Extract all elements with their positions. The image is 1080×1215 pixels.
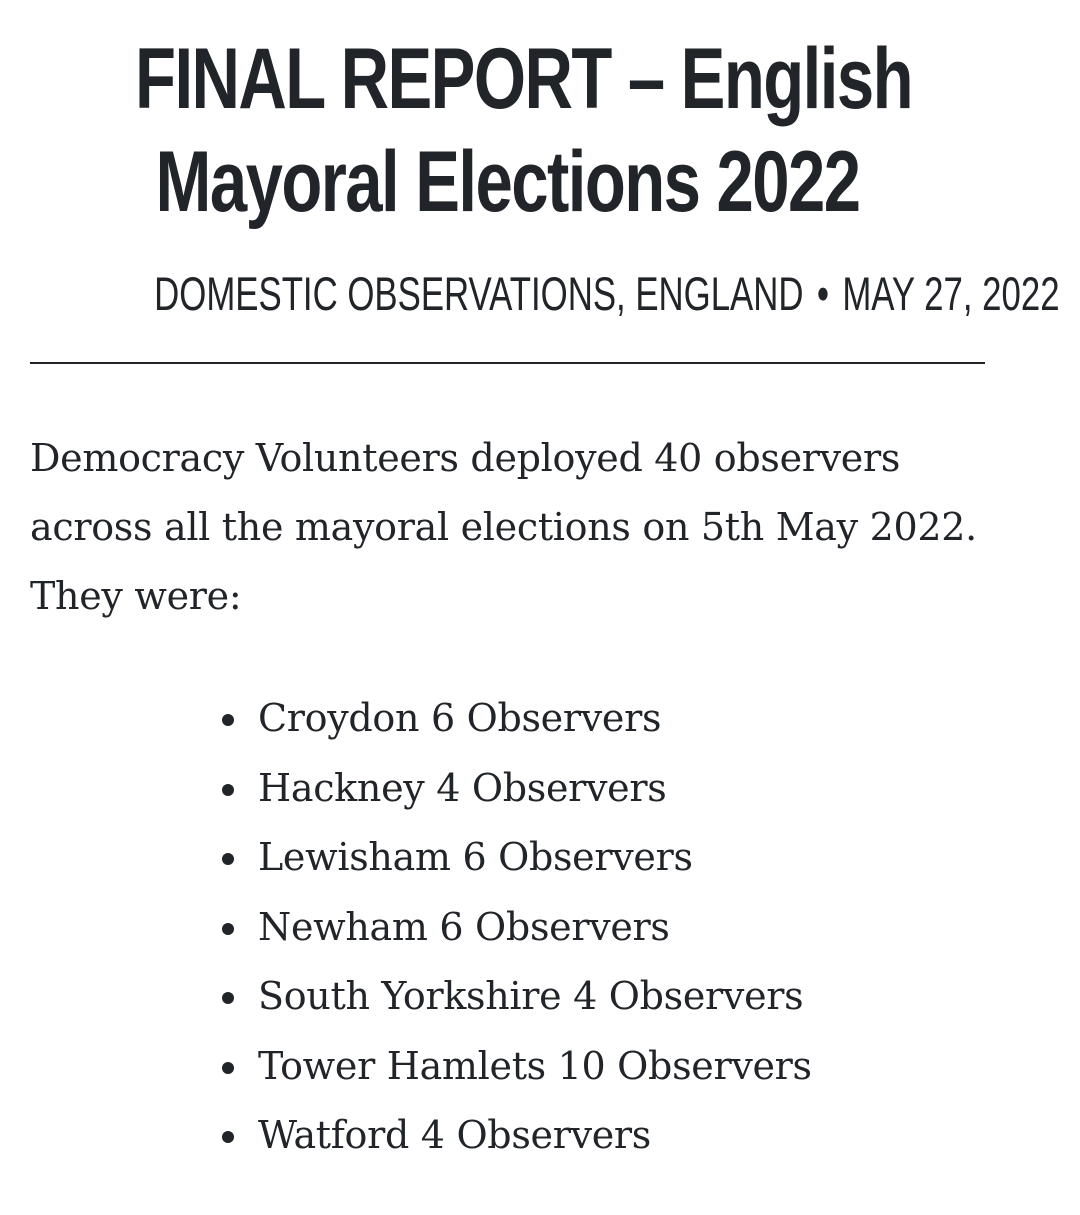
list-item	[218, 1032, 812, 1102]
list-item	[218, 893, 812, 963]
list-item	[218, 684, 812, 754]
list-item	[218, 962, 812, 1032]
bullet-icon	[222, 1131, 234, 1143]
list-item-text: Lewisham 6 Observers	[258, 835, 693, 879]
bullet-icon	[222, 923, 234, 935]
category-link[interactable]: DOMESTIC OBSERVATIONS, ENGLAND	[154, 267, 804, 320]
list-item-text: South Yorkshire 4 Observers	[258, 974, 804, 1018]
post-date: MAY 27, 2022	[842, 267, 1060, 320]
bullet-icon	[222, 714, 234, 726]
list-item-text: Watford 4 Observers	[258, 1113, 652, 1157]
intro-paragraph: Democracy Volunteers deployed 40 observers across all the mayoral elections on 5th May 2022. They were:	[30, 436, 977, 618]
list-item	[218, 823, 812, 893]
header-divider	[30, 362, 985, 364]
list-item-text: Tower Hamlets 10 Observers	[258, 1043, 812, 1088]
meta-separator: •	[816, 267, 830, 320]
list-item-text: Hackney 4 Observers	[258, 765, 667, 810]
list-item-text: Croydon 6 Observers	[258, 696, 662, 740]
bullet-icon	[222, 853, 234, 865]
bullet-icon	[222, 1062, 234, 1074]
title-line-1: FINAL REPORT – English	[135, 31, 912, 127]
page-title	[135, 28, 912, 234]
bullet-icon	[222, 784, 234, 796]
list-item-text: Newham 6 Observers	[258, 904, 670, 949]
title-line-2: Mayoral Elections 2022	[155, 134, 860, 230]
list-item	[218, 754, 812, 824]
list-item	[218, 1101, 812, 1171]
post-meta	[154, 266, 1060, 322]
bullet-icon	[222, 992, 234, 1004]
observer-list	[218, 684, 812, 1171]
